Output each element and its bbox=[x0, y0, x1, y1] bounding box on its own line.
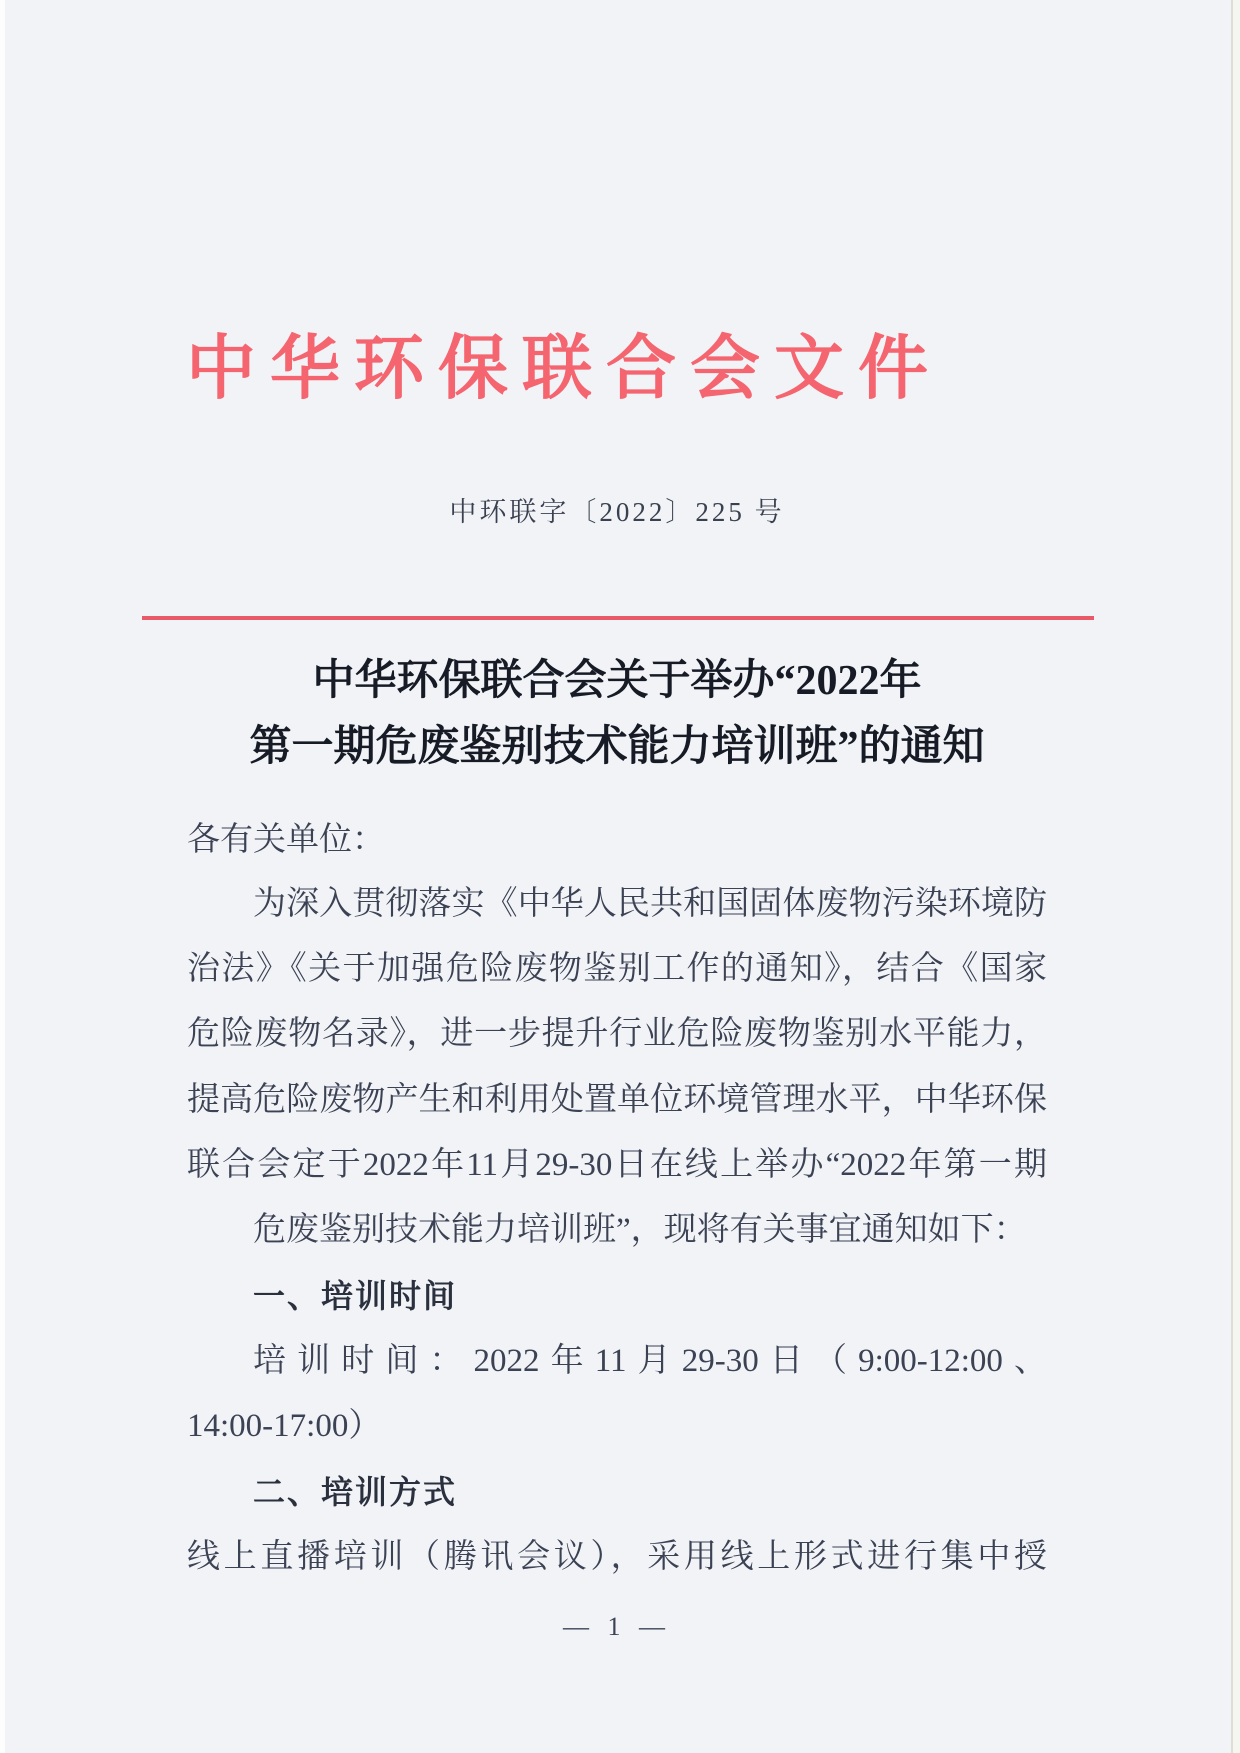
body-line: 治法》《关于加强危险废物鉴别工作的通知》，结合《国家 bbox=[187, 951, 1047, 987]
section-heading-training-method: 二、培训方式 bbox=[253, 1474, 458, 1510]
body-line: 培训时间：2022年11月29-30日（9:00-12:00、 bbox=[253, 1343, 1047, 1379]
body-line: 14:00-17:00） bbox=[187, 1408, 382, 1444]
section-heading-training-time: 一、培训时间 bbox=[253, 1278, 458, 1314]
doc-number: 中环联字〔2022〕225 号 bbox=[449, 497, 785, 527]
salutation: 各有关单位： bbox=[187, 822, 385, 858]
notice-title-line2: 第一期危废鉴别技术能力培训班”的通知 bbox=[249, 724, 985, 770]
body-line: 联合会定于2022年11月29-30日在线上举办“2022年第一期 bbox=[187, 1147, 1047, 1183]
red-divider-line bbox=[142, 616, 1094, 620]
body-line: 危险废物名录》，进一步提升行业危险废物鉴别水平能力， bbox=[187, 1016, 1047, 1052]
body-line: 线上直播培训（腾讯会议），采用线上形式进行集中授 bbox=[187, 1539, 1047, 1575]
page-number: — 1 — bbox=[563, 1612, 671, 1641]
scan-right-edge bbox=[1231, 0, 1240, 1753]
notice-title-line1: 中华环保联合会关于举办“2022年 bbox=[312, 658, 922, 704]
body-line: 为深入贯彻落实《中华人民共和国固体废物污染环境防 bbox=[253, 886, 1047, 922]
scan-left-edge bbox=[0, 0, 5, 1753]
org-header-title: 中华环保联合会文件 bbox=[186, 331, 942, 408]
body-line: 危废鉴别技术能力培训班”，现将有关事宜通知如下： bbox=[253, 1212, 1027, 1248]
body-line: 提高危险废物产生和利用处置单位环境管理水平，中华环保 bbox=[187, 1082, 1047, 1118]
